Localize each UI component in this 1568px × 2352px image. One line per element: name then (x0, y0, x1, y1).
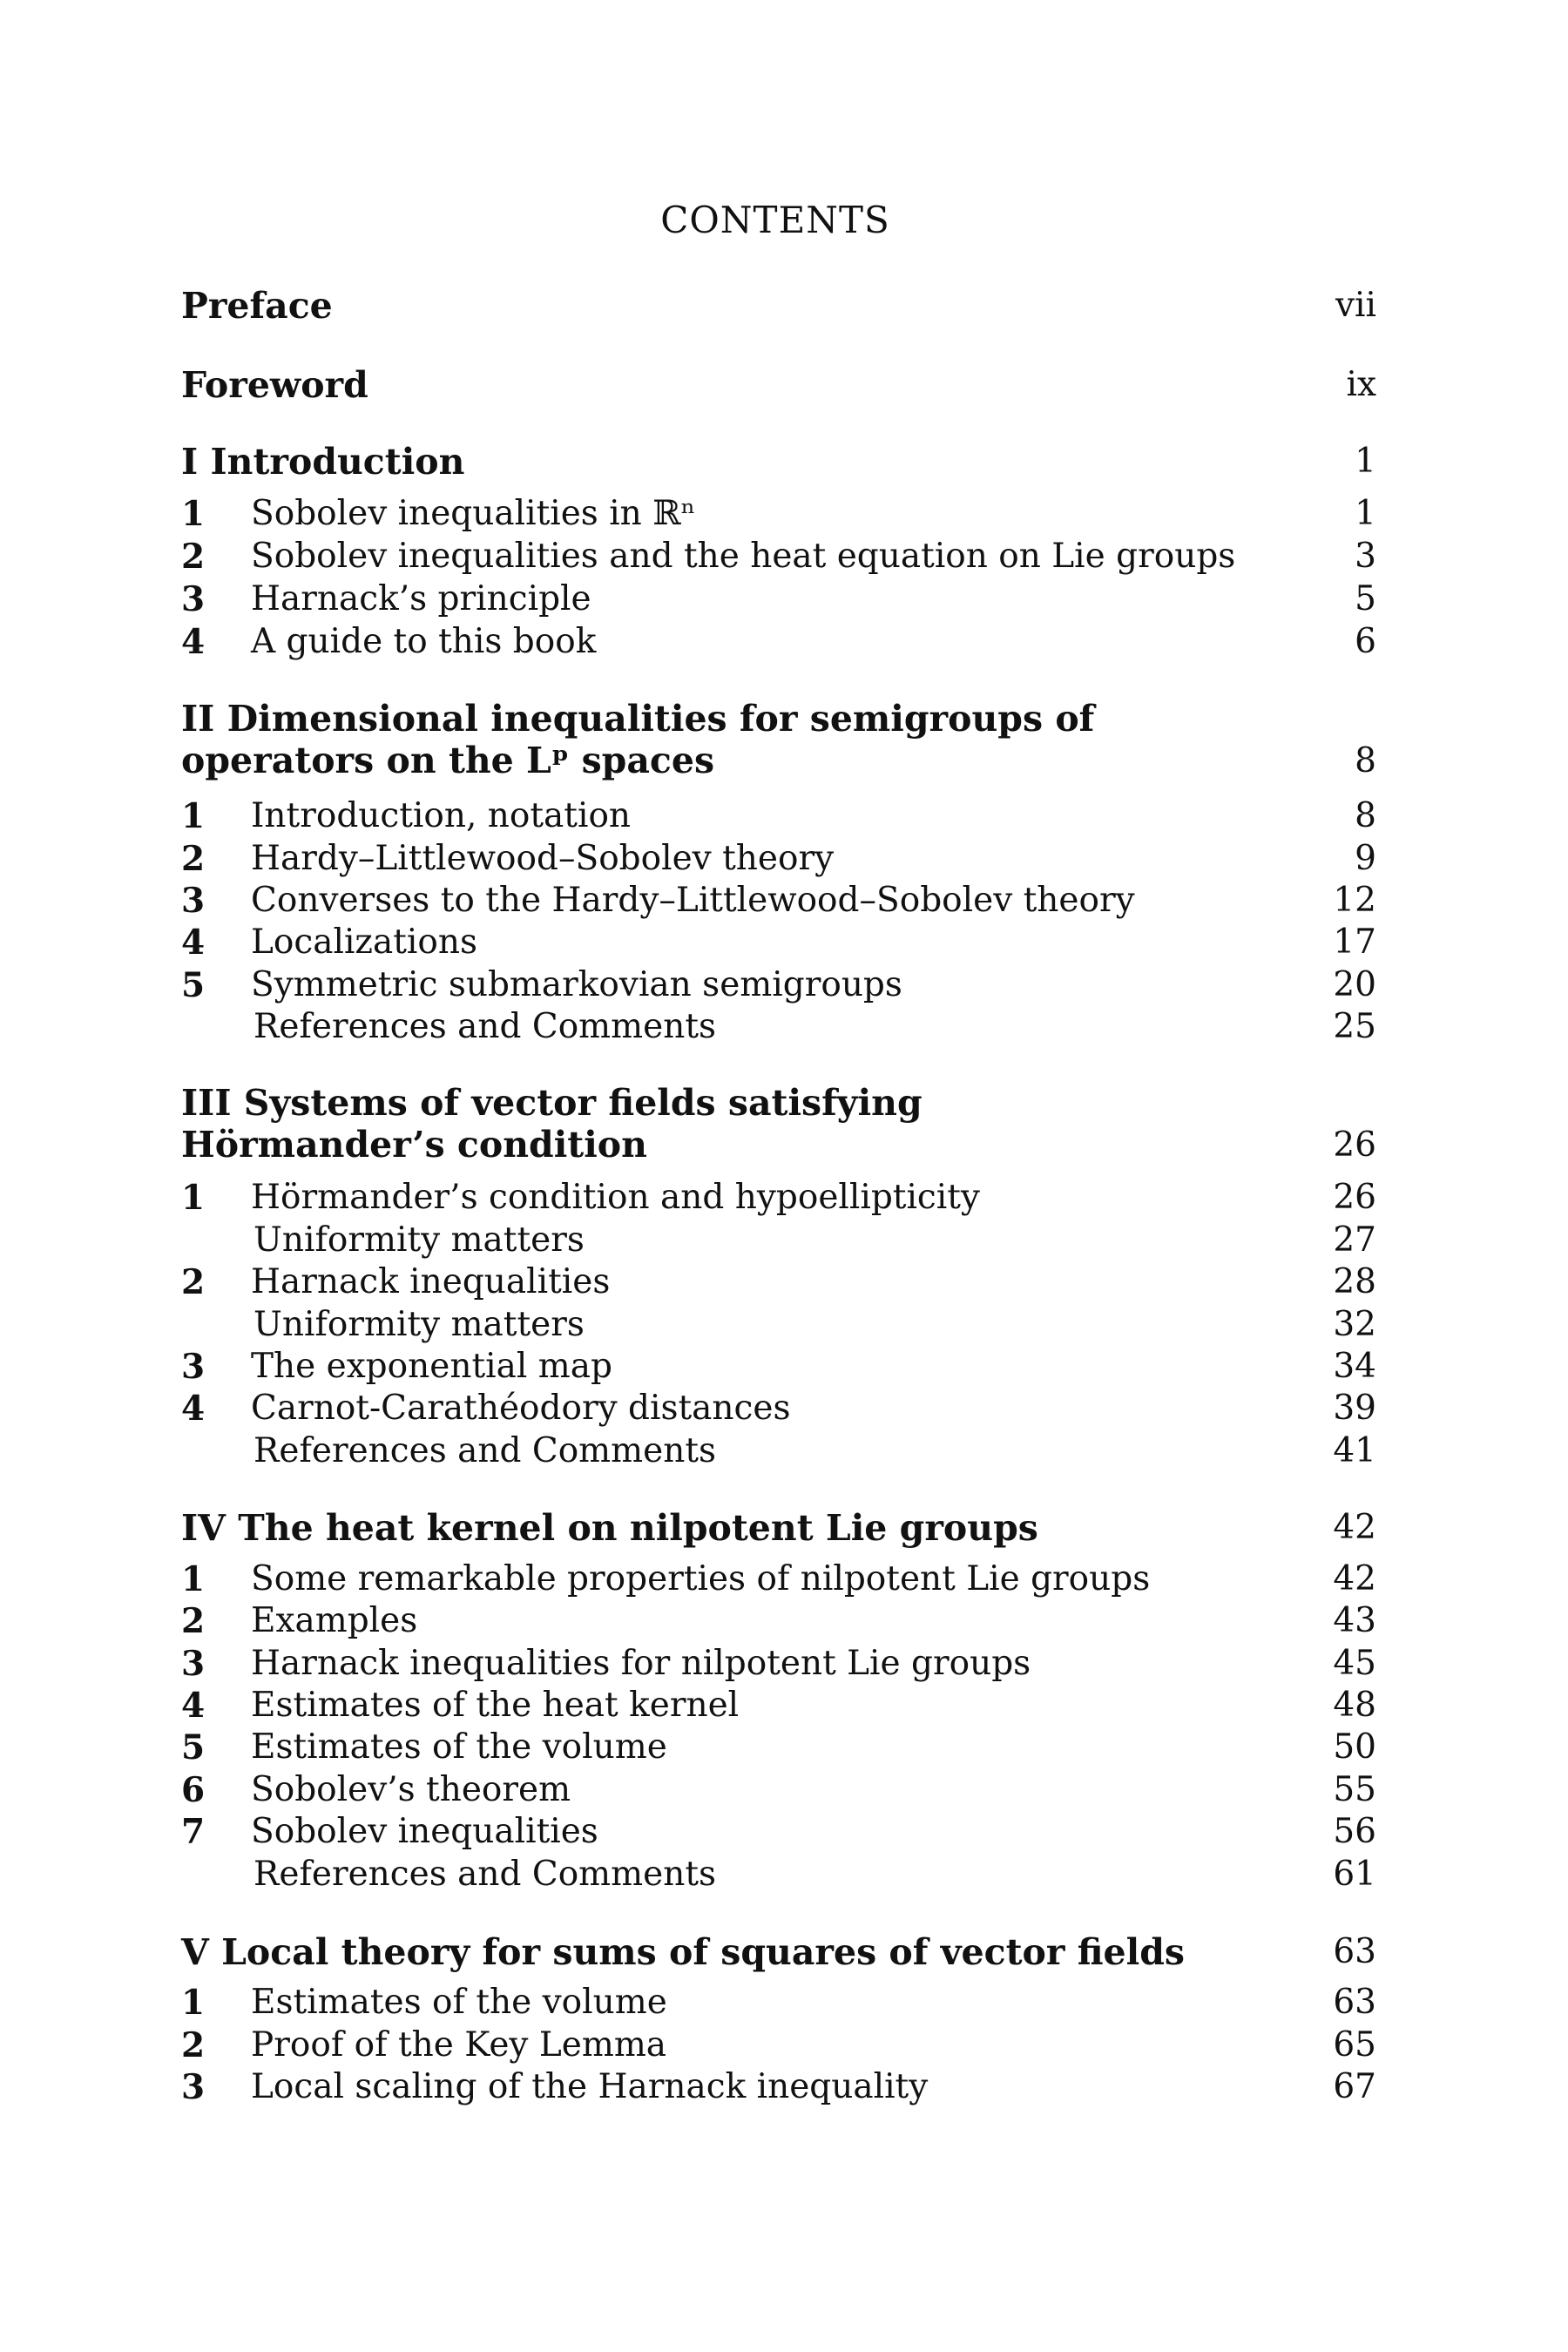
section-page: 34 (1333, 1347, 1376, 1386)
subentry-page: 32 (1333, 1305, 1376, 1344)
toc-subentry (181, 1219, 1376, 1262)
toc-section (181, 1345, 1376, 1389)
section-title: Local scaling of the Harnack inequality (251, 2067, 929, 2106)
section-page: 6 (1355, 622, 1376, 661)
toc-section (181, 879, 1376, 923)
section-title: Symmetric submarkovian semigroups (251, 965, 902, 1004)
toc-section (181, 1642, 1376, 1686)
toc-section (181, 2024, 1376, 2067)
toc-chapter-2 (181, 698, 1376, 785)
section-number: 4 (181, 1389, 206, 1429)
section-number: 3 (181, 2067, 206, 2107)
section-title: The exponential map (251, 1347, 612, 1386)
page-title: CONTENTS (660, 199, 890, 241)
section-page: 45 (1333, 1644, 1376, 1683)
subentry-page: 25 (1333, 1007, 1376, 1046)
section-page: 65 (1333, 2025, 1376, 2065)
toc-chapter-3 (181, 1082, 1376, 1169)
entry-title (181, 1082, 923, 1166)
toc-subentry (181, 1303, 1376, 1347)
entry-page: 8 (1355, 741, 1376, 781)
section-title: Harnack’s principle (251, 579, 591, 618)
section-number: 3 (181, 579, 206, 619)
section-number: 1 (181, 1983, 206, 2023)
section-number: 5 (181, 1727, 206, 1767)
section-title: Some remarkable properties of nilpotent Lie groups (251, 1559, 1151, 1598)
toc-section (181, 578, 1376, 621)
entry-title: IV The heat kernel on nilpotent Lie groups (181, 1507, 1038, 1549)
toc-section (181, 1176, 1376, 1220)
toc-subentry (181, 1429, 1376, 1473)
section-page: 55 (1333, 1770, 1376, 1809)
section-number: 2 (181, 2025, 206, 2065)
section-title: Harnack inequalities for nilpotent Lie groups (251, 1644, 1031, 1683)
section-number: 3 (181, 881, 206, 921)
section-number: 2 (181, 537, 206, 577)
section-number: 4 (181, 923, 206, 963)
subentry-title: Uniformity matters (253, 1220, 585, 1260)
toc-section (181, 1981, 1376, 2024)
section-page: 1 (1355, 494, 1376, 533)
entry-page: 63 (1333, 1932, 1376, 1971)
toc-section (181, 1726, 1376, 1769)
toc-section (181, 794, 1376, 838)
section-number: 7 (181, 1812, 206, 1852)
subentry-title: Uniformity matters (253, 1305, 585, 1344)
section-page: 43 (1333, 1601, 1376, 1640)
section-number: 2 (181, 1601, 206, 1641)
toc-heading-preface (181, 284, 1376, 328)
subentry-page: 61 (1333, 1855, 1376, 1894)
title-line-2: operators on the Lᵖ spaces (181, 740, 715, 781)
section-number: 6 (181, 1770, 206, 1810)
section-title: Proof of the Key Lemma (251, 2025, 667, 2065)
toc-section (181, 1768, 1376, 1812)
entry-page: 42 (1333, 1508, 1376, 1547)
section-page: 39 (1333, 1389, 1376, 1428)
section-number: 3 (181, 1347, 206, 1387)
subentry-title: References and Comments (253, 1855, 717, 1894)
entry-title (181, 698, 1094, 781)
section-number: 1 (181, 494, 206, 534)
entry-title: Foreword (181, 364, 368, 406)
toc-section (181, 620, 1376, 664)
section-title: Converses to the Hardy–Littlewood–Sobolev theory (251, 881, 1135, 920)
section-title: Carnot-Carathéodory distances (251, 1389, 791, 1428)
entry-title: Preface (181, 285, 333, 327)
subentry-page: 41 (1333, 1431, 1376, 1470)
toc-section (181, 1684, 1376, 1727)
section-page: 12 (1333, 881, 1376, 920)
section-number: 2 (181, 1262, 206, 1302)
toc-section (181, 535, 1376, 578)
section-page: 3 (1355, 537, 1376, 576)
section-number: 1 (181, 1559, 206, 1599)
toc-section (181, 2065, 1376, 2109)
entry-page: ix (1346, 365, 1376, 404)
section-title: Sobolev’s theorem (251, 1770, 571, 1809)
section-page: 17 (1333, 923, 1376, 962)
toc-section (181, 1810, 1376, 1854)
section-title: Hörmander’s condition and hypoellipticity (251, 1178, 980, 1217)
section-number: 1 (181, 796, 206, 836)
section-title: Hardy–Littlewood–Sobolev theory (251, 839, 835, 878)
section-number: 3 (181, 1644, 206, 1684)
section-title: Sobolev inequalities and the heat equation on Lie groups (251, 537, 1236, 576)
section-title: Sobolev inequalities (251, 1812, 598, 1851)
section-page: 63 (1333, 1983, 1376, 2022)
section-page: 42 (1333, 1559, 1376, 1598)
toc-subentry (181, 1005, 1376, 1049)
section-page: 48 (1333, 1686, 1376, 1725)
section-number: 2 (181, 839, 206, 879)
section-title: Estimates of the heat kernel (251, 1686, 740, 1725)
section-title: A guide to this book (251, 622, 597, 661)
title-line-2: Hörmander’s condition (181, 1124, 647, 1166)
entry-title: V Local theory for sums of squares of vector fields (181, 1931, 1185, 1973)
section-title: Localizations (251, 923, 477, 962)
toc-chapter-5 (181, 1930, 1376, 1974)
title-line-1: III Systems of vector fields satisfying (181, 1082, 923, 1124)
section-title: Sobolev inequalities in ℝⁿ (251, 494, 696, 533)
section-title: Examples (251, 1601, 418, 1640)
section-number: 5 (181, 965, 206, 1005)
entry-title: I Introduction (181, 441, 465, 483)
toc-section (181, 1387, 1376, 1430)
toc-section (181, 921, 1376, 964)
subentry-title: References and Comments (253, 1007, 717, 1046)
entry-page: 1 (1355, 442, 1376, 481)
section-page: 8 (1355, 796, 1376, 835)
title-line-1: II Dimensional inequalities for semigroups of (181, 698, 1095, 740)
section-number: 4 (181, 622, 206, 662)
toc-section (181, 492, 1376, 536)
section-page: 26 (1333, 1178, 1376, 1217)
subentry-title: References and Comments (253, 1431, 717, 1470)
toc-section (181, 1558, 1376, 1601)
section-page: 5 (1355, 579, 1376, 618)
toc-section (181, 1599, 1376, 1643)
entry-page: vii (1335, 286, 1376, 325)
toc-section (181, 963, 1376, 1007)
subentry-page: 27 (1333, 1220, 1376, 1260)
section-number: 1 (181, 1178, 206, 1218)
toc-section (181, 837, 1376, 881)
toc-section (181, 1260, 1376, 1304)
section-page: 20 (1333, 965, 1376, 1004)
section-page: 67 (1333, 2067, 1376, 2106)
toc-chapter-4 (181, 1506, 1376, 1550)
section-page: 56 (1333, 1812, 1376, 1851)
section-title: Estimates of the volume (251, 1983, 667, 2022)
section-title: Estimates of the volume (251, 1727, 667, 1767)
section-title: Introduction, notation (251, 796, 632, 835)
section-page: 50 (1333, 1727, 1376, 1767)
section-page: 28 (1333, 1262, 1376, 1301)
entry-page: 26 (1333, 1125, 1376, 1165)
toc-heading-foreword (181, 363, 1376, 407)
toc-chapter-1 (181, 440, 1376, 483)
toc-subentry (181, 1853, 1376, 1896)
section-number: 4 (181, 1686, 206, 1726)
section-page: 9 (1355, 839, 1376, 878)
section-title: Harnack inequalities (251, 1262, 611, 1301)
